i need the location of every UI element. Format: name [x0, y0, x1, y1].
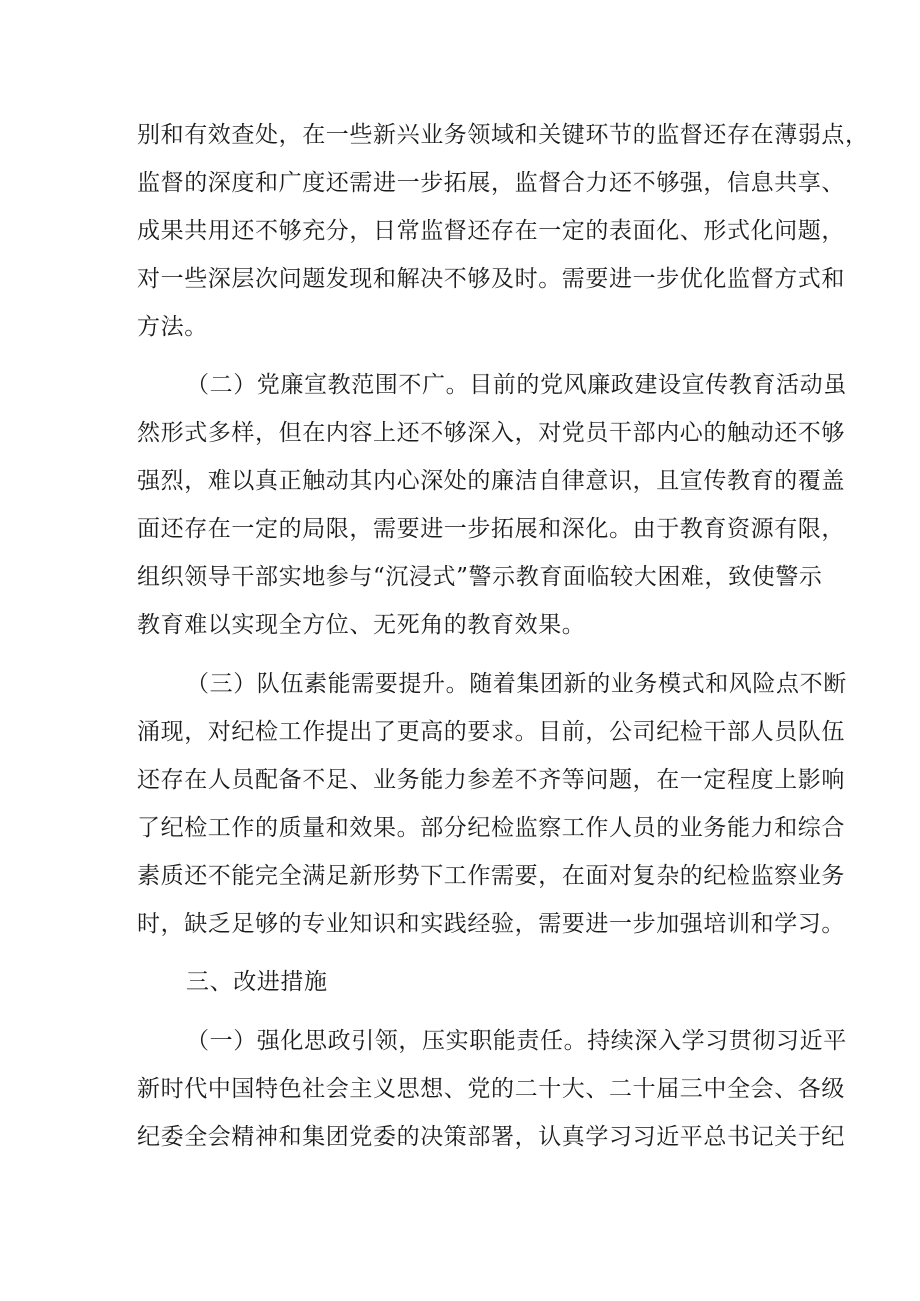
text-line: 面还存在一定的局限，需要进一步拓展和深化。由于教育资源有限， [137, 516, 845, 542]
paragraph-heading-2: （二）党廉宣教范围不广。目前的党风廉政建设宣传教育活动虽 [186, 372, 847, 398]
text-line: 了纪检工作的质量和效果。部分纪检监察工作人员的业务能力和综合 [137, 815, 845, 841]
text-line: 素质还不能完全满足新形势下工作需要，在面对复杂的纪检监察业务 [137, 863, 845, 889]
paragraph-heading-1: （一）强化思政引领，压实职能责任。持续深入学习贯彻习近平 [186, 1028, 847, 1054]
text-line: 教育难以实现全方位、无死角的教育效果。 [137, 612, 586, 638]
text-line: 纪委全会精神和集团党委的决策部署，认真学习习近平总书记关于纪 [137, 1124, 845, 1150]
text-line: 时，缺乏足够的专业知识和实践经验，需要进一步加强培训和学习。 [137, 911, 845, 937]
text-line: 新时代中国特色社会主义思想、党的二十大、二十届三中全会、各级 [137, 1076, 845, 1102]
paragraph-heading-3: （三）队伍素能需要提升。随着集团新的业务模式和风险点不断 [186, 671, 847, 697]
text-line: 然形式多样，但在内容上还不够深入，对党员干部内心的触动还不够 [137, 420, 845, 446]
text-line: 对一些深层次问题发现和解决不够及时。需要进一步优化监督方式和 [137, 266, 845, 292]
text-line: 组织领导干部实地参与“沉浸式”警示教育面临较大困难，致使警示 [137, 564, 823, 590]
text-line: 涌现，对纪检工作提出了更高的要求。目前，公司纪检干部人员队伍 [137, 719, 845, 745]
text-line: 强烈，难以真正触动其内心深处的廉洁自律意识，且宣传教育的覆盖 [137, 468, 845, 494]
text-line: 方法。 [137, 314, 208, 340]
text-line: 成果共用还不够充分，日常监督还存在一定的表面化、形式化问题， [137, 218, 845, 244]
text-line: 还存在人员配备不足、业务能力参差不齐等问题，在一定程度上影响 [137, 767, 845, 793]
text-line: 别和有效查处，在一些新兴业务领域和关键环节的监督还存在薄弱点， [137, 122, 869, 148]
section-heading: 三、改进措施 [186, 969, 328, 995]
text-line: 监督的深度和广度还需进一步拓展，监督合力还不够强，信息共享、 [137, 170, 845, 196]
